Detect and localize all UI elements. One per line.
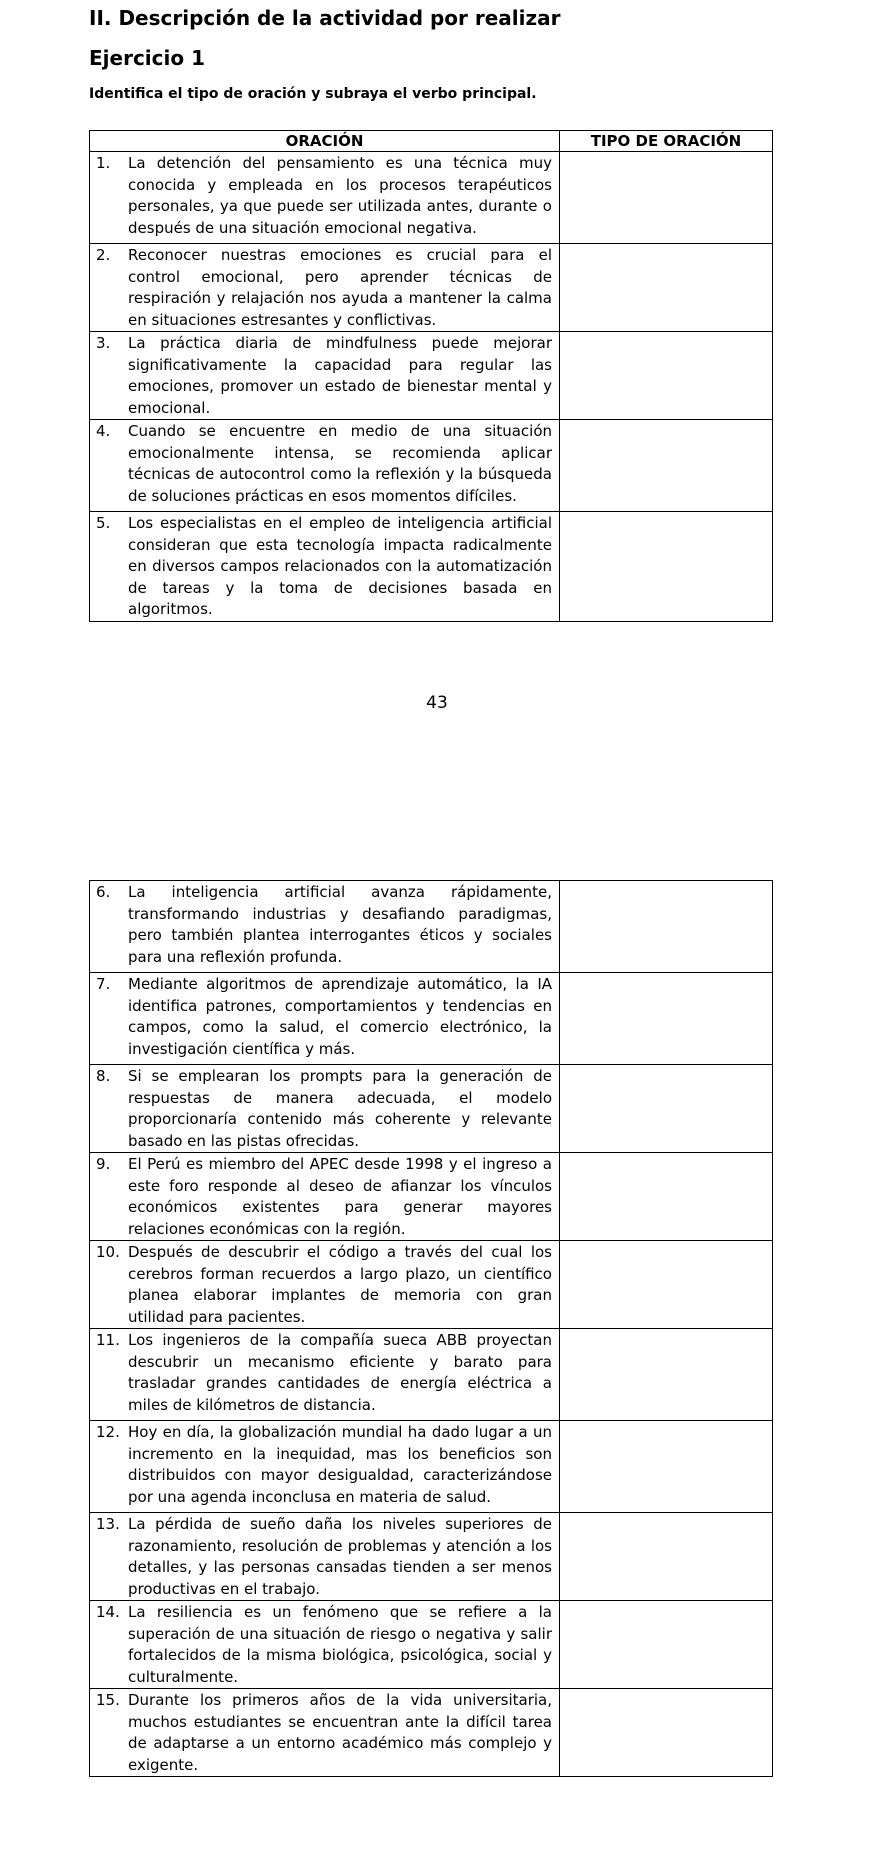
type-answer-cell[interactable] bbox=[560, 973, 773, 1065]
header-tipo-de-oracion: TIPO DE ORACIÓN bbox=[560, 131, 773, 152]
sentence-number: 3. bbox=[96, 334, 111, 352]
sentence-table-page-2 bbox=[89, 880, 773, 1777]
sentence-cell bbox=[90, 1241, 560, 1329]
sentence-cell bbox=[90, 1601, 560, 1689]
sentence-number: 4. bbox=[96, 422, 111, 440]
sentence-number: 8. bbox=[96, 1067, 111, 1085]
table-row bbox=[90, 332, 773, 420]
sentence-cell bbox=[90, 1329, 560, 1421]
type-answer-cell[interactable] bbox=[560, 1329, 773, 1421]
section-title: II. Descripción de la actividad por realizar bbox=[89, 6, 561, 30]
table-row bbox=[90, 1689, 773, 1777]
sentence-number: 10. bbox=[96, 1243, 120, 1261]
sentence-cell bbox=[90, 881, 560, 973]
table-row bbox=[90, 152, 773, 244]
instruction-text: Identifica el tipo de oración y subraya el verbo principal. bbox=[89, 86, 537, 102]
sentence-text: Durante los primeros años de la vida universitaria, muchos estudiantes se encuentran ante la difícil tarea de adaptarse a un entorno académico más complejo y exigente. bbox=[128, 1691, 552, 1774]
type-answer-cell[interactable] bbox=[560, 332, 773, 420]
sentence-table-page-1 bbox=[89, 130, 773, 622]
table-row bbox=[90, 1241, 773, 1329]
sentence-text: La práctica diaria de mindfulness puede mejorar significativamente la capacidad para regular las emociones, promover un estado de bienestar mental y emocional. bbox=[128, 334, 552, 417]
table-row bbox=[90, 1153, 773, 1241]
type-answer-cell[interactable] bbox=[560, 244, 773, 332]
sentence-number: 5. bbox=[96, 514, 111, 532]
sentence-number: 13. bbox=[96, 1515, 120, 1533]
exercise-title: Ejercicio 1 bbox=[89, 46, 205, 70]
type-answer-cell[interactable] bbox=[560, 1601, 773, 1689]
sentence-text: Los ingenieros de la compañía sueca ABB proyectan descubrir un mecanismo eficiente y barato para trasladar grandes cantidades de energía eléctrica a miles de kilómetros de distancia. bbox=[128, 1331, 552, 1414]
type-answer-cell[interactable] bbox=[560, 1689, 773, 1777]
type-answer-cell[interactable] bbox=[560, 1513, 773, 1601]
table-row bbox=[90, 512, 773, 622]
sentence-number: 11. bbox=[96, 1331, 120, 1349]
sentence-number: 6. bbox=[96, 883, 111, 901]
table-row bbox=[90, 1329, 773, 1421]
type-answer-cell[interactable] bbox=[560, 1153, 773, 1241]
table-row bbox=[90, 1601, 773, 1689]
type-answer-cell[interactable] bbox=[560, 420, 773, 512]
table-row bbox=[90, 420, 773, 512]
sentence-number: 7. bbox=[96, 975, 111, 993]
sentence-cell bbox=[90, 420, 560, 512]
sentence-text: Mediante algoritmos de aprendizaje automático, la IA identifica patrones, comportamientos y tendencias en campos, como la salud, el comercio electrónico, la investigación científica y más. bbox=[128, 975, 552, 1058]
table-header-row bbox=[90, 131, 773, 152]
sentence-cell bbox=[90, 1689, 560, 1777]
sentence-cell bbox=[90, 512, 560, 622]
sentence-text: Hoy en día, la globalización mundial ha dado lugar a un incremento en la inequidad, mas los beneficios son distribuidos con mayor desigualdad, caracterizándose por una agenda inconclusa en materia de salud. bbox=[128, 1423, 552, 1506]
sentence-number: 12. bbox=[96, 1423, 120, 1441]
sentence-cell bbox=[90, 973, 560, 1065]
header-oracion: ORACIÓN bbox=[90, 131, 560, 152]
sentence-text: Los especialistas en el empleo de inteligencia artificial consideran que esta tecnología impacta radicalmente en diversos campos relacionados con la automatización de tareas y la toma de decisiones basada en algoritmos. bbox=[128, 514, 552, 618]
type-answer-cell[interactable] bbox=[560, 1065, 773, 1153]
table-row bbox=[90, 1513, 773, 1601]
sentence-cell bbox=[90, 1153, 560, 1241]
sentence-cell bbox=[90, 332, 560, 420]
sentence-cell bbox=[90, 1421, 560, 1513]
sentence-cell bbox=[90, 1065, 560, 1153]
sentence-text: La detención del pensamiento es una técnica muy conocida y empleada en los procesos terapéuticos personales, ya que puede ser utilizada antes, durante o después de una situación emocional negativa. bbox=[128, 154, 552, 237]
sentence-text: El Perú es miembro del APEC desde 1998 y el ingreso a este foro responde al deseo de afianzar los vínculos económicos existentes para generar mayores relaciones económicas con la región. bbox=[128, 1155, 552, 1238]
sentence-number: 1. bbox=[96, 154, 111, 172]
sentence-cell bbox=[90, 1513, 560, 1601]
type-answer-cell[interactable] bbox=[560, 152, 773, 244]
type-answer-cell[interactable] bbox=[560, 512, 773, 622]
sentence-text: La inteligencia artificial avanza rápidamente, transformando industrias y desafiando paradigmas, pero también plantea interrogantes éticos y sociales para una reflexión profunda. bbox=[128, 883, 552, 966]
sentence-number: 14. bbox=[96, 1603, 120, 1621]
table-row bbox=[90, 1421, 773, 1513]
sentence-text: Reconocer nuestras emociones es crucial para el control emocional, pero aprender técnicas de respiración y relajación nos ayuda a mantener la calma en situaciones estresantes y conflictivas. bbox=[128, 246, 552, 329]
sentence-number: 9. bbox=[96, 1155, 111, 1173]
table-row bbox=[90, 1065, 773, 1153]
sentence-number: 15. bbox=[96, 1691, 120, 1709]
type-answer-cell[interactable] bbox=[560, 1421, 773, 1513]
type-answer-cell[interactable] bbox=[560, 1241, 773, 1329]
sentence-text: La resiliencia es un fenómeno que se refiere a la superación de una situación de riesgo o negativa y salir fortalecidos de la misma biológica, psicológica, social y culturalmente. bbox=[128, 1603, 552, 1686]
table-row bbox=[90, 973, 773, 1065]
sentence-cell bbox=[90, 244, 560, 332]
table-row bbox=[90, 244, 773, 332]
table-row bbox=[90, 881, 773, 973]
sentence-text: Después de descubrir el código a través del cual los cerebros forman recuerdos a largo plazo, un científico planea elaborar implantes de memoria con gran utilidad para pacientes. bbox=[128, 1243, 552, 1326]
sentence-text: La pérdida de sueño daña los niveles superiores de razonamiento, resolución de problemas y atención a los detalles, y las personas cansadas tienden a ser menos productivas en el trabajo. bbox=[128, 1515, 552, 1598]
page-number: 43 bbox=[426, 693, 448, 713]
sentence-cell bbox=[90, 152, 560, 244]
sentence-text: Cuando se encuentre en medio de una situación emocionalmente intensa, se recomienda aplicar técnicas de autocontrol como la reflexión y la búsqueda de soluciones prácticas en esos momentos difíciles. bbox=[128, 422, 552, 505]
sentence-number: 2. bbox=[96, 246, 111, 264]
sentence-text: Si se emplearan los prompts para la generación de respuestas de manera adecuada, el modelo proporcionaría contenido más coherente y relevante basado en las pistas ofrecidas. bbox=[128, 1067, 552, 1150]
type-answer-cell[interactable] bbox=[560, 881, 773, 973]
